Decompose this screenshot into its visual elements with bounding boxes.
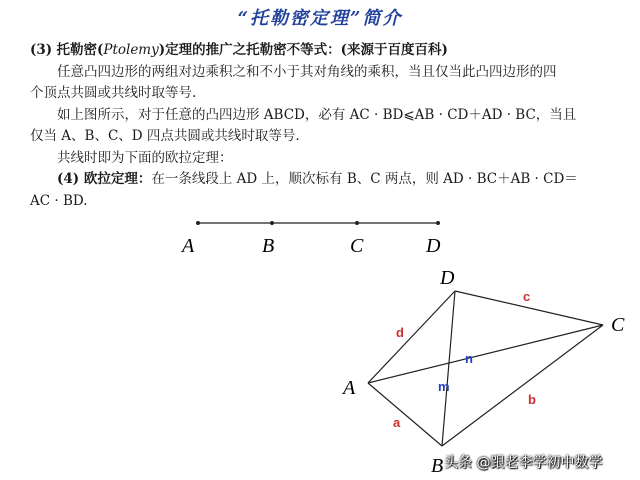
paragraph-line: 共线时即为下面的欧拉定理： (57, 149, 233, 166)
page-title: “托勒密定理”简介 (237, 8, 403, 29)
point-dot (196, 221, 200, 225)
paragraph-line: 个顶点共圆或共线时取等号. (30, 85, 197, 101)
paragraph-line: 仅当 A、B、C、D 四点共圆或共线时取等号. (30, 128, 300, 144)
line-label-d: D (426, 235, 441, 257)
side-label-b: b (528, 392, 536, 407)
euler-text: 在一条线段上 AD 上，顺次标有 B、C 两点，则 AD · BC＋AB · CD＝ (151, 171, 578, 187)
side-label-c: c (523, 289, 531, 304)
diagonal-BD (442, 291, 455, 446)
line-label-a: A (182, 235, 195, 257)
point-dot (270, 221, 274, 225)
watermark: 头条 @跟老李学初中数学 (444, 455, 603, 471)
section-number: (3) (30, 42, 53, 58)
heading-part: )定理的推广之托勒密不等式： (158, 42, 341, 58)
vertex-label-c: C (611, 314, 625, 336)
collinear-line-figure (180, 221, 441, 257)
vertex-label-a: A (343, 377, 356, 399)
paragraph-line: 如上图所示，对于任意的凸四边形 ABCD，必有 AC · BD⩽AB · CD＋AD · BC，当且 (57, 106, 577, 123)
side-AB (368, 383, 442, 446)
paragraph-line: AC · BD. (30, 192, 88, 209)
ptolemy-name: Ptolemy (103, 42, 159, 58)
diagonal-label-n: n (465, 351, 473, 366)
point-dot (355, 221, 359, 225)
source-note: (来源于百度百科) (340, 42, 448, 58)
line-label-b: B (262, 235, 275, 257)
side-label-d: d (396, 325, 404, 340)
diagonal-label-m: m (438, 379, 450, 394)
quadrilateral-figure (341, 267, 625, 477)
section-4-heading: (4) 欧拉定理： (57, 171, 152, 187)
side-DA (368, 291, 455, 383)
side-BC (442, 325, 603, 446)
line-label-c: C (350, 235, 364, 257)
side-label-a: a (393, 415, 401, 430)
vertex-label-b: B (431, 455, 444, 477)
paragraph-line: 任意凸四边形的两组对边乘积之和不小于其对角线的乘积，当且仅当此凸四边形的四 (57, 63, 557, 80)
point-dot (436, 221, 440, 225)
heading-part: 托勒密( (56, 42, 104, 58)
vertex-label-d: D (440, 267, 455, 289)
